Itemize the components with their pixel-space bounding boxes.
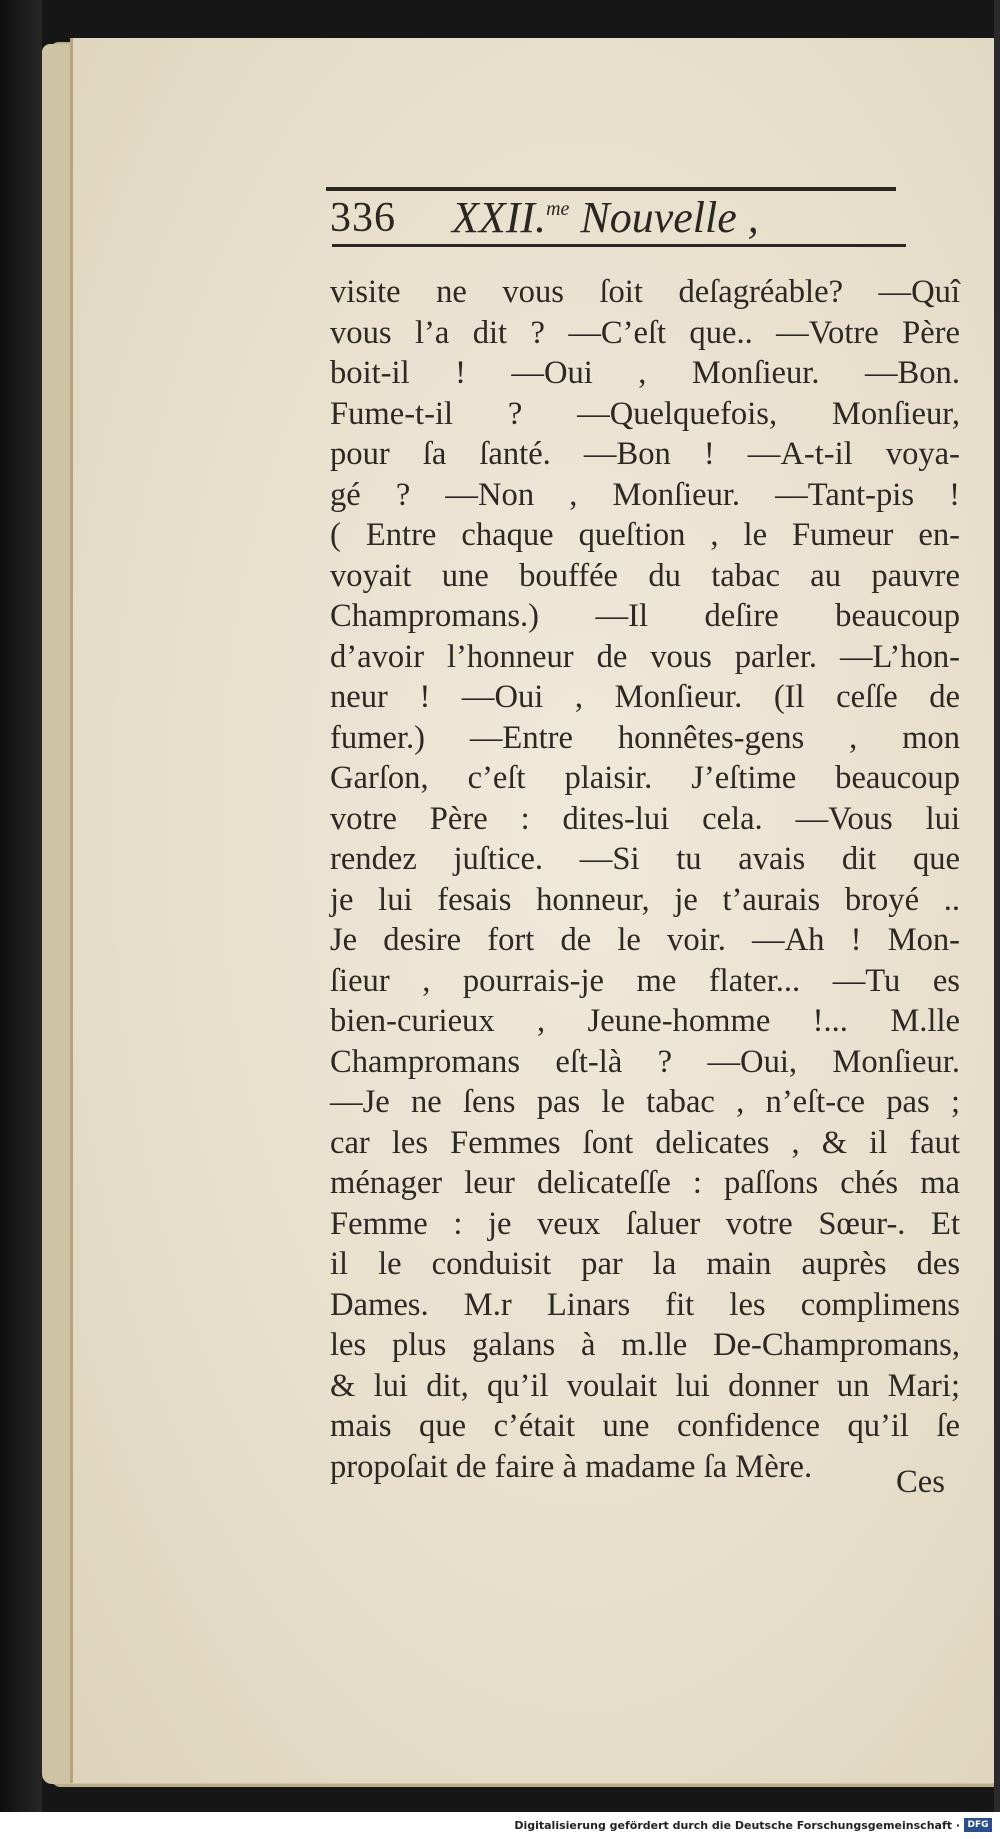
- text-line: ſieur , pourrais-je me flater... —Tu es: [330, 962, 960, 999]
- text-line: car les Femmes ſont delicates , & il faut: [330, 1124, 960, 1161]
- text-line: d’avoir l’honneur de vous parler. —L’hon-: [330, 638, 960, 675]
- text-line: Je desire fort de le voir. —Ah ! Mon-: [330, 922, 960, 958]
- text-line: voyait une bouffée du tabac au pauvre: [330, 557, 960, 594]
- text-line: fumer.) —Entre honnêtes-gens , mon: [330, 719, 960, 756]
- text-line: Garſon, c’eſt plaisir. J’eſtime beaucoup: [330, 760, 960, 796]
- text-line: Fume-t-il ? —Quelquefois, Monſieur,: [330, 395, 960, 432]
- running-title-rest: Nouvelle ,: [580, 193, 759, 242]
- text-line: bien-curieux , Jeune-homme !... M.lle: [330, 1003, 960, 1039]
- text-line: gé ? —Non , Monſieur. —Tant-pis !: [330, 476, 960, 513]
- text-line: —Je ne ſens pas le tabac , n’eſt-ce pas ;: [330, 1084, 960, 1120]
- text-line: je lui fesais honneur, je t’aurais broyé ..: [330, 881, 960, 918]
- page-header: [330, 194, 910, 244]
- text-line: Champromans eſt-là ? —Oui, Monſieur.: [330, 1043, 960, 1080]
- text-line: & lui dit, qu’il voulait lui donner un Mari;: [330, 1367, 960, 1404]
- text-line: votre Père : dites-lui cela. —Vous lui: [330, 800, 960, 837]
- text-line: Champromans.) —Il deſire beaucoup: [330, 598, 960, 634]
- body-text: [330, 272, 960, 1487]
- text-line: Dames. M.r Linars fit les complimens: [330, 1286, 960, 1323]
- text-line: boit-il ! —Oui , Monſieur. —Bon.: [330, 355, 960, 391]
- text-line: il le conduisit par la main auprès des: [330, 1246, 960, 1282]
- text-line: propoſait de faire à madame ſa Mère.: [330, 1448, 813, 1485]
- binding-shadow: [0, 0, 42, 1839]
- page-number: 336: [330, 195, 396, 241]
- dfg-logo: DFG: [964, 1818, 992, 1832]
- catchword: Ces: [896, 1464, 945, 1500]
- text-line: ménager leur delicateſſe : paſſons chés ma: [330, 1165, 960, 1201]
- text-line: neur ! —Oui , Monſieur. (Il ceſſe de: [330, 679, 960, 715]
- text-line: ( Entre chaque queſtion , le Fumeur en-: [330, 517, 960, 553]
- header-rule-top: [326, 187, 896, 191]
- text-line: visite ne vous ſoit deſagréable? —Quî: [330, 274, 960, 310]
- text-line: rendez juſtice. —Si tu avais dit que: [330, 841, 960, 877]
- text-line: mais que c’était une confidence qu’il ſe: [330, 1408, 960, 1444]
- scan-right-edge: [994, 0, 1000, 1839]
- text-line: pour ſa ſanté. —Bon ! —A-t-il voya-: [330, 436, 960, 472]
- header-rule-bottom: [332, 244, 906, 247]
- text-line: vous l’a dit ? —C’eſt que.. —Votre Père: [330, 314, 960, 351]
- running-title: [452, 192, 759, 243]
- running-title-main: XXII.: [452, 193, 547, 242]
- text-line: Femme : je veux ſaluer votre Sœur-. Et: [330, 1205, 960, 1242]
- running-title-superscript: me: [546, 198, 570, 220]
- text-line: les plus galans à m.lle De-Champromans,: [330, 1327, 960, 1363]
- digitization-credit: Digitalisierung gefördert durch die Deutsche Forschungsgemeinschaft ·: [514, 1819, 960, 1832]
